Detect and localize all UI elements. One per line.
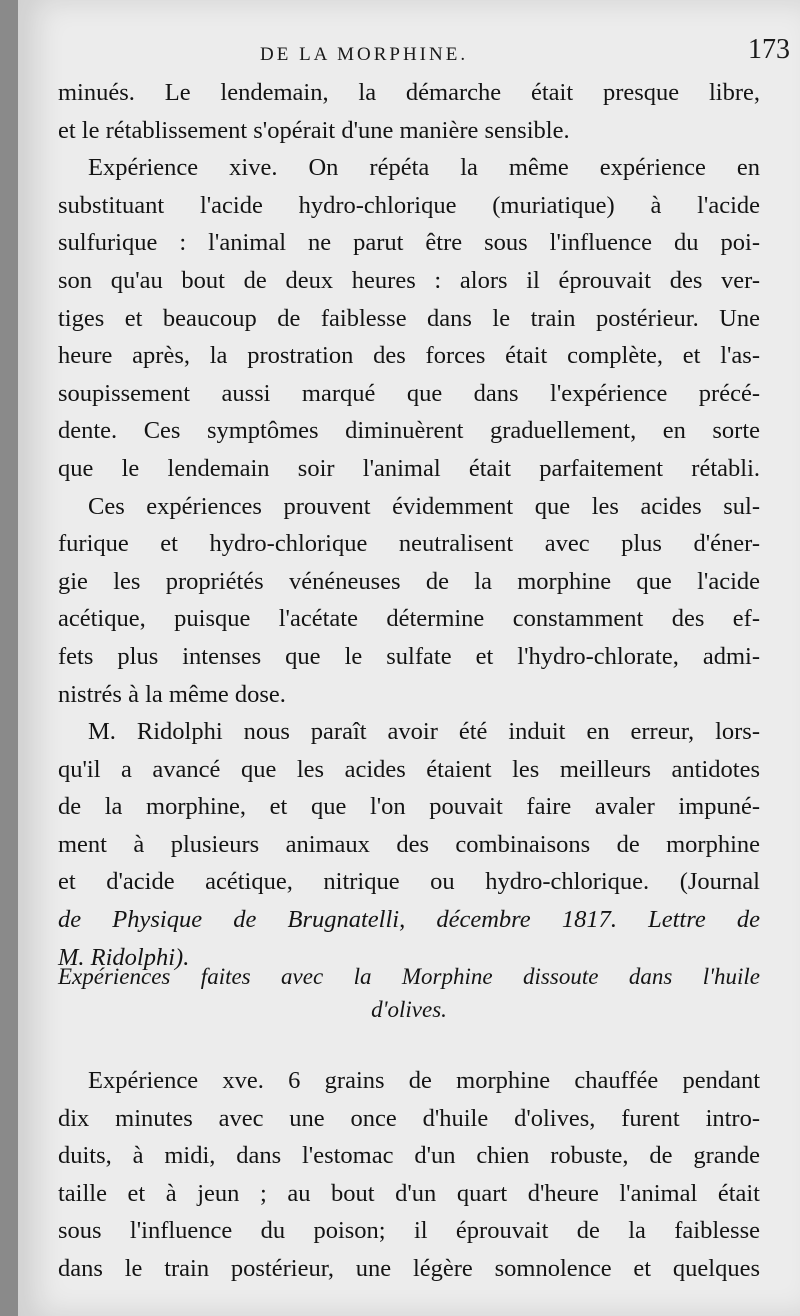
text-line: et d'acide acétique, nitrique ou hydro-chlorique. (Journal: [58, 868, 760, 896]
text-line: soupissement aussi marqué que dans l'expérience précé-: [58, 379, 760, 407]
text-line: M. Ridolphi nous paraît avoir été induit en erreur, lors-: [88, 718, 760, 746]
text-line: et le rétablissement s'opérait d'une manière sensible.: [58, 116, 570, 144]
text-line: M. Ridolphi).: [58, 943, 190, 971]
text-line: tiges et beaucoup de faiblesse dans le train postérieur. Une: [58, 304, 760, 332]
text-line: Expérience xive. On répéta la même expérience en: [88, 154, 760, 182]
text-line: de Physique de Brugnatelli, décembre 1817. Lettre de: [58, 906, 760, 934]
text-line: dix minutes avec une once d'huile d'olives, furent intro-: [58, 1104, 760, 1132]
text-line: sous l'influence du poison; il éprouvait de la faiblesse: [58, 1217, 760, 1245]
text-line: gie les propriétés vénéneuses de la morphine que l'acide: [58, 567, 760, 595]
text-line: furique et hydro-chlorique neutralisent avec plus d'éner-: [58, 530, 760, 558]
section-heading: [58, 960, 760, 1026]
text-line: duits, à midi, dans l'estomac d'un chien robuste, de grande: [58, 1142, 760, 1170]
text-line: sulfurique : l'animal ne parut être sous l'influence du poi-: [58, 229, 760, 257]
text-line: nistrés à la même dose.: [58, 680, 286, 708]
text-line: substituant l'acide hydro-chlorique (muriatique) à l'acide: [58, 191, 760, 219]
text-line: acétique, puisque l'acétate détermine constamment des ef-: [58, 605, 760, 633]
text-line: de la morphine, et que l'on pouvait faire avaler impuné-: [58, 793, 760, 821]
text-line: ment à plusieurs animaux des combinaisons de morphine: [58, 830, 760, 858]
section-heading-line: Expériences faites avec la Morphine dissoute dans l'huile: [58, 964, 760, 989]
page-number: 173: [748, 34, 790, 65]
text-line: dans le train postérieur, une légère somnolence et quelques: [58, 1254, 760, 1282]
running-head-title: DE LA MORPHINE.: [260, 44, 469, 65]
text-line: taille et à jeun ; au bout d'un quart d'heure l'animal était: [58, 1179, 760, 1207]
text-line: son qu'au bout de deux heures : alors il éprouvait des ver-: [58, 266, 760, 294]
body-text: [58, 74, 760, 976]
text-line: Expérience xve. 6 grains de morphine chauffée pendant: [88, 1067, 760, 1094]
text-line: qu'il a avancé que les acides étaient les meilleurs antidotes: [58, 755, 760, 783]
book-page: [18, 0, 800, 1316]
section-heading-line: d'olives.: [371, 997, 447, 1022]
text-line: minués. Le lendemain, la démarche était presque libre,: [58, 79, 760, 106]
text-line: Ces expériences prouvent évidemment que les acides sul-: [88, 492, 760, 520]
text-line: heure après, la prostration des forces était complète, et l'as-: [58, 342, 760, 370]
text-line: dente. Ces symptômes diminuèrent graduellement, en sorte: [58, 417, 760, 445]
running-head: [18, 34, 800, 74]
body-text-continued: [58, 1062, 760, 1288]
text-line: que le lendemain soir l'animal était parfaitement rétabli.: [58, 454, 760, 482]
text-line: fets plus intenses que le sulfate et l'hydro-chlorate, admi-: [58, 642, 760, 670]
